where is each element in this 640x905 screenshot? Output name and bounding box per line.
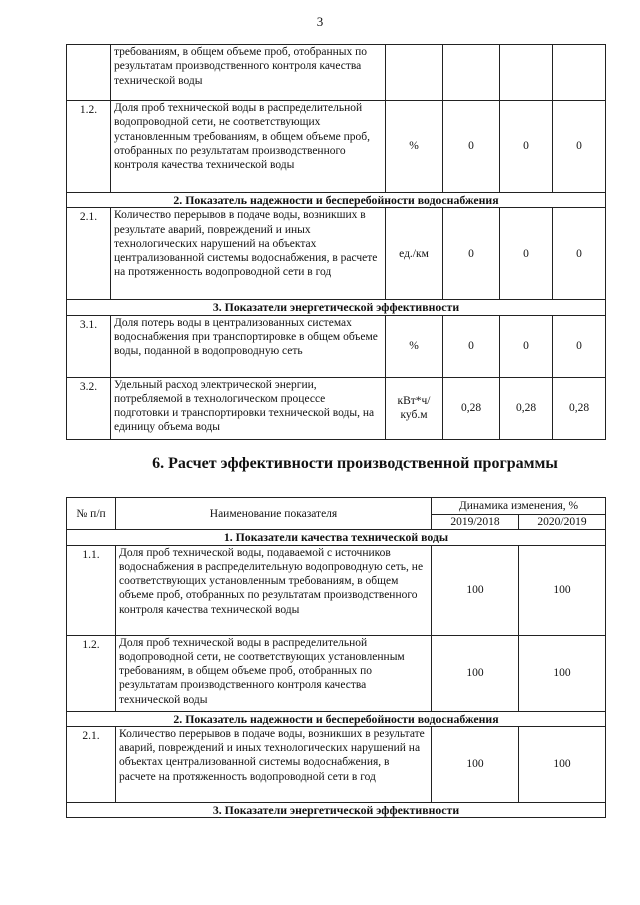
value-cell: 100 [519,726,606,802]
value-cell: 100 [519,635,606,711]
indicator-name: Количество перерывов в подаче воды, возникших в результате аварий, повреждений и иных технологических нарушений на объектах централизованной системы водоснабжения, в расчете на протяженность водопроводной сети в год [116,726,432,802]
section-row [67,711,606,726]
unit-cell: кВт*ч/ куб.м [386,377,443,439]
value-cell: 0 [553,208,606,300]
indicators-table [66,44,606,440]
value-cell: 0 [443,208,500,300]
section-heading: 3. Показатели энергетической эффективности [67,802,606,817]
table-row [67,726,606,802]
section-row [67,193,606,208]
indicator-name: Доля проб технической воды в распределительной водопроводной сети, не соответствующих установленным требованиям, в общем объеме проб, отобранных по результатам производственного контроля качества технической воды [116,635,432,711]
section-row [67,802,606,817]
table-row [67,545,606,635]
header-name: Наименование показателя [116,498,432,530]
row-number: 3.2. [67,377,111,439]
row-number-cell [67,45,111,101]
value-cell: 0 [553,101,606,193]
header-number: № п/п [67,498,116,530]
table-row [67,635,606,711]
row-number: 2.1. [67,208,111,300]
page-number: 3 [316,14,324,29]
indicator-name: требованиям, в общем объеме проб, отобранных по результатам производственного контроля качества технической воды [111,45,386,101]
section-heading: 2. Показатель надежности и бесперебойности водоснабжения [67,193,606,208]
row-number: 2.1. [67,726,116,802]
section-heading: 3. Показатели энергетической эффективности [67,300,606,315]
indicator-name: Удельный расход электрической энергии, потребляемой в технологическом процессе подготовки и транспортировки технической воды, на единицу объема воды [111,377,386,439]
table-row [67,315,606,377]
header-row [67,498,606,515]
section-heading: 1. Показатели качества технической воды [67,530,606,545]
value-cell: 100 [432,635,519,711]
indicator-name: Количество перерывов в подаче воды, возникших в результате аварий, повреждений и иных технологических нарушений на объектах централизованной системы водоснабжения, в расчете на протяженность водопроводной сети в год [111,208,386,300]
value-cell: 0 [500,315,553,377]
table-row [67,45,606,101]
row-number: 1.2. [67,635,116,711]
section-row [67,530,606,545]
value-cell: 0 [500,208,553,300]
unit-cell: ед./км [386,208,443,300]
value-cell: 0 [443,315,500,377]
efficiency-table [66,497,606,818]
value-cell: 0,28 [500,377,553,439]
table-row [67,377,606,439]
value-cell: 100 [432,545,519,635]
section-heading: 2. Показатель надежности и бесперебойности водоснабжения [67,711,606,726]
value-cell: 0,28 [553,377,606,439]
value-cell: 0 [500,101,553,193]
row-number: 1.2. [67,101,111,193]
indicator-name: Доля проб технической воды, подаваемой с источников водоснабжения в распределительную водопроводную сеть, не соответствующих установленным требованиям, в общем объеме проб, отобранных по результатам производственного контроля качества технической воды [116,545,432,635]
value-cell: 0 [553,315,606,377]
indicator-name: Доля проб технической воды в распределительной водопроводной сети, не соответствующих установленным требованиям, в общем объеме проб, отобранных по результатам производственного контроля качества технической воды [111,101,386,193]
indicator-name: Доля потерь воды в централизованных системах водоснабжения при транспортировке в общем объеме воды, поданной в водопроводную сеть [111,315,386,377]
unit-cell: % [386,315,443,377]
section-row [67,300,606,315]
value-cell: 0 [443,101,500,193]
value-cell: 0,28 [443,377,500,439]
table-row [67,208,606,300]
header-year: 2019/2018 [432,515,519,530]
row-number: 1.1. [67,545,116,635]
row-number: 3.1. [67,315,111,377]
value-cell: 100 [432,726,519,802]
header-year: 2020/2019 [519,515,606,530]
header-dynamics: Динамика изменения, % [432,498,606,515]
table-row [67,101,606,193]
section-title: 6. Расчет эффективности производственной программы [152,455,558,472]
value-cell: 100 [519,545,606,635]
unit-cell: % [386,101,443,193]
